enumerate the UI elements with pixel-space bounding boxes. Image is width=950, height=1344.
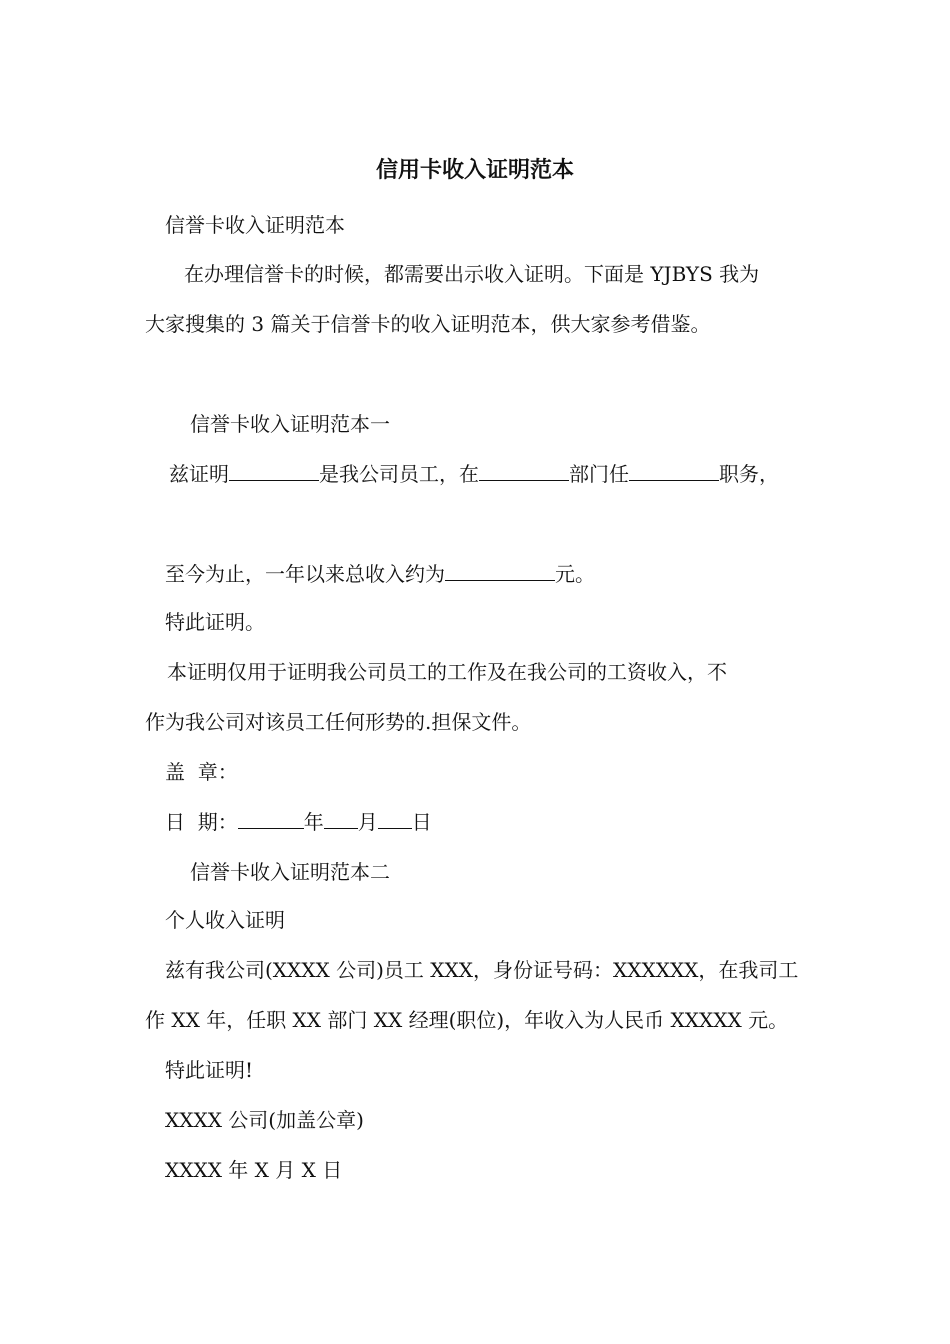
date-label: 日 期： bbox=[165, 810, 238, 834]
sample2-hereby: 特此证明! bbox=[165, 1058, 254, 1082]
certify-text-3: 部门任 bbox=[569, 462, 629, 486]
sample2-date: XXXX 年 X 月 X 日 bbox=[165, 1158, 343, 1182]
department-blank bbox=[479, 460, 569, 481]
sample1-date-line bbox=[165, 808, 432, 836]
certify-text-1: 兹证明 bbox=[169, 462, 229, 486]
intro-line-1: 在办理信誉卡的时候，都需要出示收入证明。下面是 YJBYS 我为 bbox=[184, 262, 760, 286]
sample2-heading: 信誉卡收入证明范本二 bbox=[190, 860, 390, 884]
document-title: 信用卡收入证明范本 bbox=[375, 157, 574, 183]
subtitle: 信誉卡收入证明范本 bbox=[165, 213, 345, 237]
income-text-2: 元。 bbox=[555, 562, 595, 586]
income-blank bbox=[445, 560, 555, 581]
sample1-hereby: 特此证明。 bbox=[165, 610, 265, 634]
sample1-income-line bbox=[165, 560, 595, 588]
sample1-certify-line bbox=[169, 460, 779, 488]
intro-line-2: 大家搜集的 3 篇关于信誉卡的收入证明范本，供大家参考借鉴。 bbox=[145, 312, 711, 336]
year-blank bbox=[238, 808, 304, 829]
sample2-body-line-1: 兹有我公司(XXXX 公司)员工 XXX，身份证号码：XXXXXX，在我司工 bbox=[165, 958, 799, 982]
position-blank bbox=[629, 460, 719, 481]
name-blank bbox=[229, 460, 319, 481]
sample2-company: XXXX 公司(加盖公章) bbox=[165, 1108, 364, 1132]
day-label: 日 bbox=[411, 810, 432, 834]
month-blank bbox=[324, 808, 358, 829]
day-blank bbox=[378, 808, 412, 829]
sample1-heading: 信誉卡收入证明范本一 bbox=[190, 412, 390, 436]
disclaimer-line-1: 本证明仅用于证明我公司员工的工作及在我公司的工资收入，不 bbox=[167, 660, 727, 684]
certify-text-2: 是我公司员工，在 bbox=[319, 462, 479, 486]
disclaimer-line-2: 作为我公司对该员工任何形势的.担保文件。 bbox=[145, 710, 532, 734]
sample2-body-line-2: 作 XX 年，任职 XX 部门 XX 经理(职位)，年收入为人民币 XXXXX 元。 bbox=[145, 1008, 789, 1032]
certify-text-4: 职务， bbox=[719, 462, 779, 486]
income-text-1: 至今为止，一年以来总收入约为 bbox=[165, 562, 445, 586]
sample2-doc-title: 个人收入证明 bbox=[165, 908, 285, 932]
year-label: 年 bbox=[303, 810, 324, 834]
seal-label: 盖 章： bbox=[165, 760, 238, 784]
month-label: 月 bbox=[357, 810, 378, 834]
